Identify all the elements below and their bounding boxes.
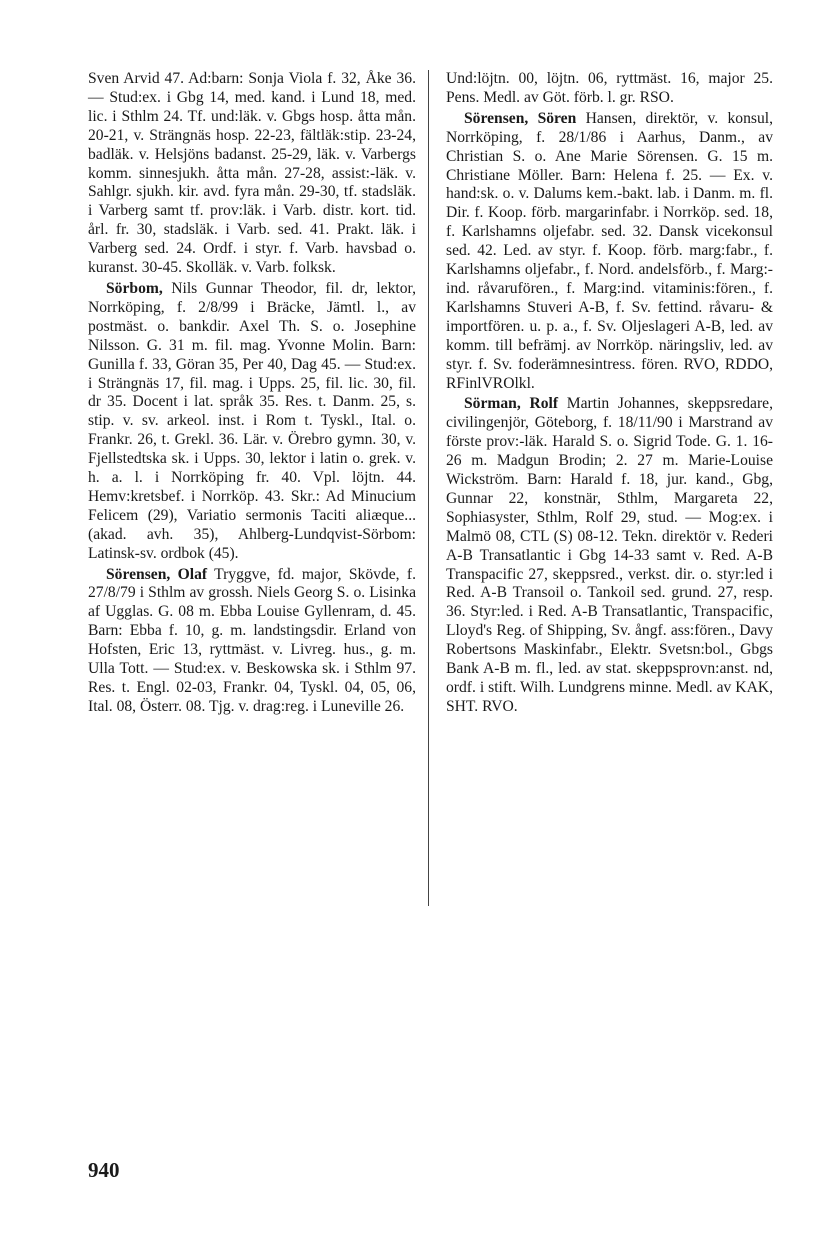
right-column — [446, 70, 773, 719]
entry-text: Sven Arvid 47. Ad:barn: Sonja Viola f. 32, Åke 36. — Stud:ex. i Gbg 14, med. kand. i Lund 18, med. lic. i Sthlm 24. Tf. und:läk. v. Gbgs hosp. åtta mån. 20-21, v. Strängnäs hosp. 22-23, fältläk:stip. 23-24, badläk. v. Helsjöns badanst. 25-29, läk. v. Varbergs komm. sinnesjukh. åtta mån. 27-28, assist:-läk. v. Sahlgr. sjukh. kir. avd. fyra mån. 29-30, tf. stadsläk. i Varberg samt tf. prov:läk. i Varb. distr. kort. tid. årl. fr. 30, stadsläk. i Varb. sed. 41. Prakt. läk. i Varberg sed. 24. Ordf. i styr. f. Varb. havsbad o. kuranst. 30-45. Skolläk. v. Varb. folksk. — [88, 70, 416, 277]
entry-continuation — [88, 70, 416, 278]
entry-name: Sörbom, — [106, 279, 163, 297]
entry-continuation — [446, 70, 773, 108]
entry-text: Tryggve, fd. major, Skövde, f. 27/8/79 i Sthlm av grossh. Niels Georg S. o. Lisinka af Ugglas. G. 08 m. Ebba Louise Gyllenram, d. 45. Barn: Ebba f. 10, g. m. landstingsdir. Erland von Hofsten, Eric 13, ryttmäst. v. Livreg. hus., g. m. Ulla Tott. — Stud:ex. v. Beskowska sk. i Sthlm 97. Res. t. Engl. 02-03, Frankr. 04, Tyskl. 04, 05, 06, Ital. 08, Österr. 08. Tjg. v. drag:reg. i Luneville 26. — [88, 565, 416, 715]
entry-text: Nils Gunnar Theodor, fil. dr, lektor, Norrköping, f. 2/8/99 i Bräcke, Jämtl. l., av postmäst. o. bankdir. Axel Th. S. o. Josephine Nilsson. G. 31 m. fil. mag. Yvonne Molin. Barn: Gunilla f. 33, Göran 35, Per 40, Dag 45. — Stud:ex. i Strängnäs 17, fil. mag. i Upps. 25, fil. lic. 30, fil. dr 35. Docent i lat. språk 35. Res. t. Danm. 25, s. stip. v. sv. arkeol. inst. i Rom t. Tyskl., Ital. o. Frankr. 26, t. Grekl. 36. Lär. v. Örebro gymn. 30, v. Fjellstedtska sk. i Upps. 30, lektor i latin o. grek. v. h. a. l. i Norrköping fr. 40. Vpl. löjtn. 44. Hemv:kretsbef. i Norrköp. 43. Skr.: Ad Minucium Felicem (29), Variatio sermonis Taciti aliæque... (akad. avh. 35), Ahlberg-Lundqvist-Sörbom: Latinsk-sv. ordbok (45). — [88, 279, 416, 562]
entry-text: Hansen, direktör, v. konsul, Norrköping, f. 28/1/86 i Aarhus, Danm., av Christian S. o. Ane Marie Sörensen. G. 15 m. Christiane Möller. Barn: Helena f. 25. — Ex. v. hand:sk. o. v. Dalums kem.-bakt. lab. i Danm. m. fl. Dir. f. Koop. förb. margarinfabr. i Norrköp. sed. 18, f. Karlshamns oljefabr. sed. 32. Dansk vicekonsul sed. 42. Led. av styr. f. Koop. förb. marg:fabr., f. Karlshamns oljefabr., f. Nord. andelsförb., f. Marg:-ind. råvarufören., f. Marg:ind. vitaminis:fören., f. Karlshamns Stuveri A-B, f. Sv. fettind. råvaru- & importfören. u. p. a., f. Sv. Oljeslageri A-B, led. av komm. till befrämj. av Norrköp. näringsliv, led. av styr. f. Sv. foderämnesintress. fören. RVO, RDDO, RFinlVROlkl. — [446, 109, 773, 392]
entry-text: Und:löjtn. 00, löjtn. 06, ryttmäst. 16, major 25. Pens. Medl. av Göt. förb. l. gr. RSO. — [446, 70, 773, 106]
entry-text: Martin Johannes, skeppsredare, civilingenjör, Göteborg, f. 18/11/90 i Marstrand av förste prov:-läk. Harald S. o. Sigrid Tode. G. 1. 16-26 m. Madgun Brodin; 2. 27 m. Marie-Louise Wickström. Barn: Harald f. 18, jur. kand., Gbg, Gunnar 22, konstnär, Sthlm, Margareta 22, Sophiasyster, Sthlm, Rolf 29, stud. — Mog:ex. i Malmö 08, CTL (S) 08-12. Tekn. direktör v. Rederi A-B Transatlantic i Gbg 14-33 samt v. Red. A-B Transpacific 27, skeppsred., verkst. dir. o. styr:led i Red. A-B Transoil o. Tankoil sed. grund. 27, resp. 36. Styr:led. i Red. A-B Transatlantic, Transpacific, Lloyd's Reg. of Shipping, Sv. ångf. ass:fören., Davy Robertsons Maskinfabr., Elektr. Svetsn:bol., Gbgs Bank A-B m. fl., led. av stat. skeppsprovn:anst. nd, ordf. i stift. Wilh. Lundgrens minne. Medl. av KAK, SHT. RVO. — [446, 395, 773, 715]
entry-sorman-rolf — [446, 395, 773, 716]
entry-sorensen-soren — [446, 110, 773, 394]
column-divider — [428, 70, 429, 906]
entry-sorensen-olaf — [88, 566, 416, 717]
entry-name: Sörensen, Sören — [464, 109, 577, 127]
entry-sorbom — [88, 280, 416, 564]
entry-name: Sörensen, Olaf — [106, 565, 208, 583]
entry-name: Sörman, Rolf — [464, 395, 559, 413]
page-number: 940 — [88, 1158, 120, 1182]
left-column — [88, 70, 416, 719]
